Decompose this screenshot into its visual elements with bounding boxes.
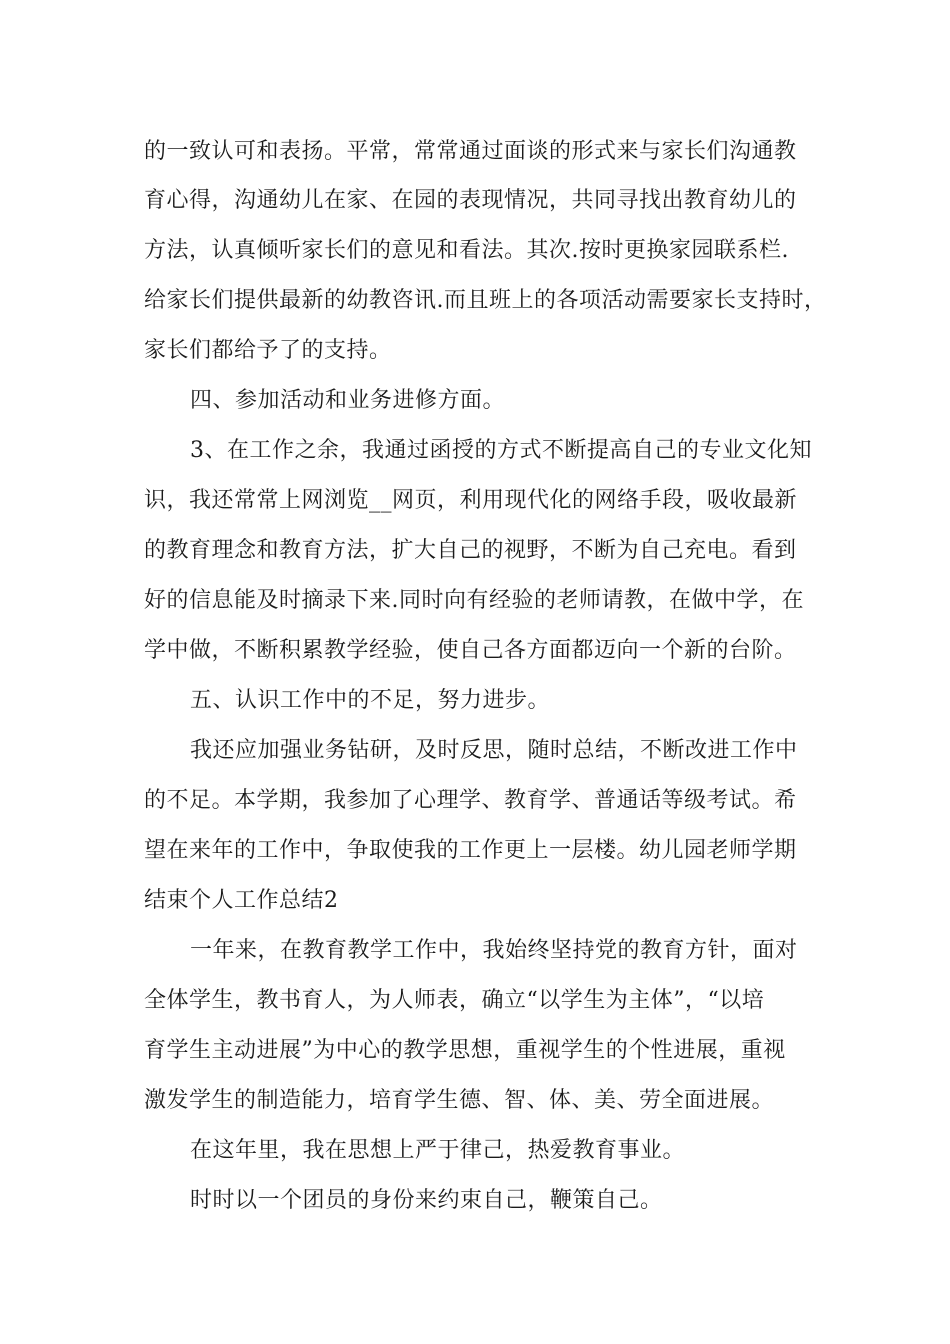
text-line: 学中做，不断积累教学经验，使自己各方面都迈向一个新的台阶。 <box>144 638 797 663</box>
text-line: 育学生主动进展”为中心的教学思想，重视学生的个性进展，重视 <box>144 1038 786 1063</box>
text-line: 好的信息能及时摘录下来.同时向有经验的老师请教，在做中学，在 <box>144 588 804 613</box>
section-heading: 五、认识工作中的不足，努力进步。 <box>190 688 551 713</box>
text-line: 时时以一个团员的身份来约束自己，鞭策自己。 <box>190 1188 663 1213</box>
text-line: 全体学生，教书育人，为人师表，确立“以学生为主体”，“以培 <box>144 988 765 1013</box>
text-line: 一年来，在教育教学工作中，我始终坚持党的教育方针，面对 <box>190 938 798 963</box>
text-line: 方法，认真倾听家长们的意见和看法。其次.按时更换家园联系栏. <box>144 238 789 263</box>
text-line: 我还应加强业务钻研，及时反思，随时总结，不断改进工作中 <box>190 738 798 763</box>
text-line: 在这年里，我在思想上严于律己，热爱教育事业。 <box>190 1138 686 1163</box>
text-line: 识，我还常常上网浏览__网页，利用现代化的网络手段，吸收最新 <box>144 488 798 513</box>
text-line: 结束个人工作总结2 <box>144 888 339 913</box>
text-line: 望在来年的工作中，争取使我的工作更上一层楼。幼儿园老师学期 <box>144 838 797 863</box>
text-line: 3、在工作之余，我通过函授的方式不断提高自己的专业文化知 <box>190 438 812 463</box>
text-line: 育心得，沟通幼儿在家、在园的表现情况，共同寻找出教育幼儿的 <box>144 188 797 213</box>
text-line: 的教育理念和教育方法，扩大自己的视野，不断为自己充电。看到 <box>144 538 797 563</box>
section-heading: 四、参加活动和业务进修方面。 <box>190 388 506 413</box>
text-line: 家长们都给予了的支持。 <box>144 338 392 363</box>
text-line: 的不足。本学期，我参加了心理学、教育学、普通话等级考试。希 <box>144 788 797 813</box>
text-line: 给家长们提供最新的幼教咨讯.而且班上的各项活动需要家长支持时， <box>144 288 827 313</box>
text-line: 激发学生的制造能力，培育学生德、智、体、美、劳全面进展。 <box>144 1088 775 1113</box>
text-line: 的一致认可和表扬。平常，常常通过面谈的形式来与家长们沟通教 <box>144 139 797 164</box>
